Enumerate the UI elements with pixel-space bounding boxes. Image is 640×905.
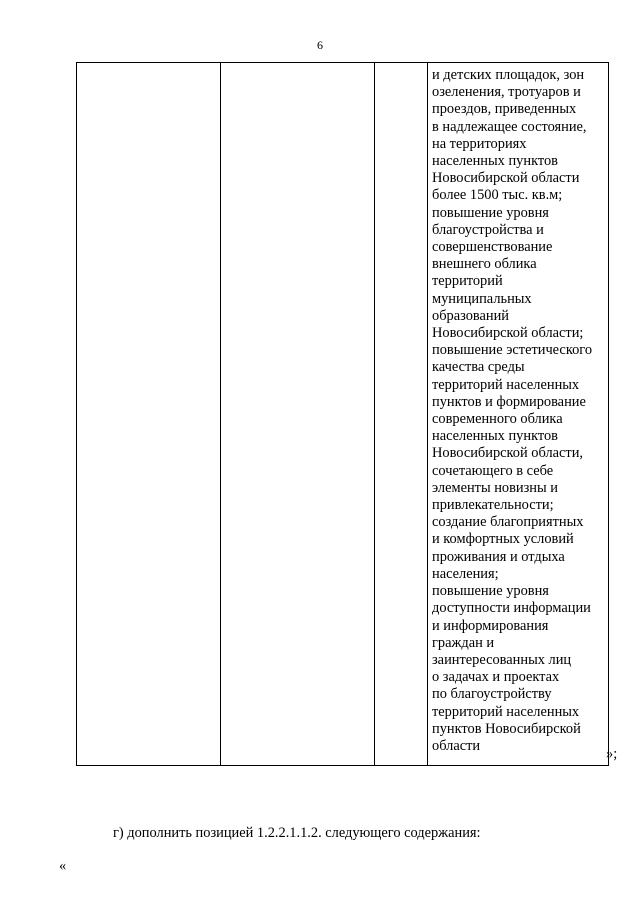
table-cell-2	[221, 63, 375, 766]
cell-text-line: о задачах и проектах	[432, 669, 560, 686]
cell-text-line: современного облика	[432, 411, 563, 428]
page-number: 6	[317, 38, 323, 52]
cell-text-line: образований	[432, 307, 509, 324]
cell-text-line: доступности информации	[432, 600, 591, 617]
program-table	[76, 62, 609, 766]
cell-text-line: привлекательности;	[432, 497, 554, 514]
cell-text-line: повышение уровня	[432, 204, 549, 221]
cell-text-line: пунктов Новосибирской	[432, 720, 581, 737]
cell-text-line: в надлежащее состояние,	[432, 118, 587, 135]
opening-quote: «	[59, 858, 67, 874]
expected-results-text	[428, 63, 608, 755]
cell-text-line: Новосибирской области	[432, 170, 580, 187]
cell-text-line: Новосибирской области;	[432, 325, 584, 342]
cell-text-line: заинтересованных лиц	[432, 651, 572, 668]
cell-text-line: по благоустройству	[432, 686, 552, 703]
cell-text-line: населенных пунктов	[432, 428, 558, 445]
cell-text-line: населения;	[432, 565, 499, 582]
cell-text-line: сочетающего в себе	[432, 462, 554, 479]
cell-text-line: внешнего облика	[432, 256, 537, 273]
cell-text-line: населенных пунктов	[432, 153, 558, 170]
table-cell-expected-results	[428, 63, 609, 766]
cell-text-line: территорий населенных	[432, 703, 580, 720]
cell-text-line: Новосибирской области,	[432, 445, 583, 462]
cell-text-line: проживания и отдыха	[432, 548, 565, 565]
cell-text-line: проездов, приведенных	[432, 101, 577, 118]
cell-text-line: повышение эстетического	[432, 342, 593, 359]
table-cell-3	[375, 63, 428, 766]
cell-text-line: и информирования	[432, 617, 549, 634]
cell-text-line: элементы новизны и	[432, 479, 558, 496]
cell-text-line: совершенствование	[432, 239, 553, 256]
table-row	[77, 63, 609, 766]
cell-text-line: муниципальных	[432, 290, 532, 307]
cell-text-line: озеленения, тротуаров и	[432, 84, 581, 101]
cell-text-line: качества среды	[432, 359, 525, 376]
cell-text-line: более 1500 тыс. кв.м;	[432, 187, 563, 204]
cell-text-line: области	[432, 737, 481, 754]
table-cell-1	[77, 63, 221, 766]
cell-text-line: территорий населенных	[432, 376, 580, 393]
cell-text-line: повышение уровня	[432, 583, 549, 600]
cell-text-line: территорий	[432, 273, 503, 290]
cell-text-line: граждан и	[432, 634, 495, 651]
cell-text-line: на территориях	[432, 135, 527, 152]
cell-text-line: и детских площадок, зон	[432, 67, 585, 83]
closing-quote: »;	[606, 746, 618, 762]
cell-text-line: благоустройства и	[432, 221, 544, 238]
amendment-instruction: г) дополнить позицией 1.2.2.1.1.2. следующего содержания:	[113, 825, 481, 841]
cell-text-line: создание благоприятных	[432, 514, 584, 531]
cell-text-line: пунктов и формирование	[432, 393, 586, 410]
cell-text-line: и комфортных условий	[432, 531, 574, 548]
